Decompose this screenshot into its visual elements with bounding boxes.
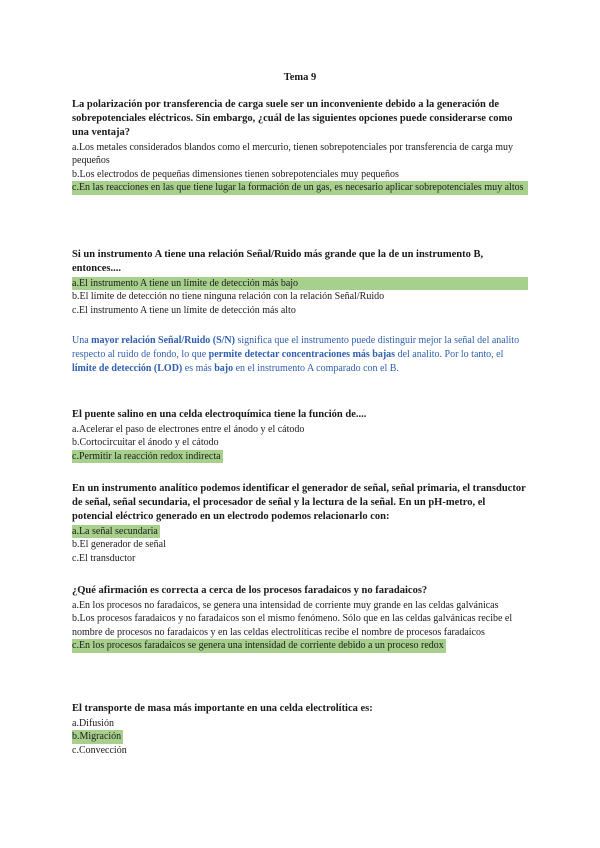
question-3 (72, 408, 528, 463)
option-b: b.Cortocircuitar el ánodo y el cátodo (72, 437, 219, 449)
option-c-correct: c.Permitir la reacción redox indirecta (72, 450, 221, 462)
explanation-bold: permite detectar concentraciones más bajas (208, 349, 396, 360)
question-text: En un instrumento analítico podemos identificar el generador de señal, señal primaria, el transductor de señal, señal secundaria, el procesador de señal y la lectura de la señal. En un pH-metro, el potencial eléctrico generado en un electrodo podemos relacionarlo con: (72, 483, 526, 522)
question-text: La polarización por transferencia de carga suele ser un inconveniente debido a la generación de sobrepotenciales eléctricos. Sin embargo, ¿cuál de las siguientes opciones puede considerarse como una ventaja? (72, 99, 513, 138)
page-title: Tema 9 (283, 72, 317, 83)
option-c: c.El transductor (72, 552, 136, 564)
option-c: c.El instrumento A tiene un límite de detección más alto (72, 304, 296, 316)
question-1 (72, 98, 528, 195)
explanation-paragraph (72, 334, 528, 376)
option-b: b.El generador de señal (72, 539, 166, 551)
question-6 (72, 702, 528, 757)
option-a: a.Acelerar el paso de electrones entre el ánodo y el cátodo (72, 424, 305, 435)
option-a: a.Difusión (72, 718, 114, 729)
explanation-bold: límite de detección (LOD) (72, 363, 183, 374)
option-a: a.En los procesos no faradaicos, se genera una intensidad de corriente muy grande en las celdas galvánicas (72, 600, 499, 611)
option-c-correct: c.En los procesos faradaicos se genera una intensidad de corriente debido a un proceso redox (72, 640, 444, 652)
explanation-text: del analito. Por lo tanto, el (395, 349, 504, 360)
explanation-bold: mayor relación Señal/Ruido (S/N) (91, 335, 235, 346)
option-a-correct: a.El instrumento A tiene un límite de detección más bajo (72, 277, 528, 290)
explanation-bold: bajo (214, 363, 234, 374)
option-b: b.Los electrodos de pequeñas dimensiones tienen sobrepotenciales muy pequeños (72, 168, 399, 180)
question-text: ¿Qué afirmación es correcta a cerca de los procesos faradaicos y no faradaicos? (72, 585, 428, 596)
question-4 (72, 482, 528, 565)
option-b: b.El límite de detección no tiene ninguna relación con la relación Señal/Ruido (72, 291, 385, 303)
explanation-text: en el instrumento A comparado con el B. (233, 363, 399, 374)
explanation-text: significa que el instrumento puede distinguir mejor la señal del analito respecto al ruido de fondo, lo que (72, 335, 520, 360)
question-text: El puente salino en una celda electroquímica tiene la función de.... (72, 409, 367, 420)
option-c: c.Convección (72, 744, 127, 756)
question-2 (72, 248, 528, 317)
question-text: Si un instrumento A tiene una relación Señal/Ruido más grande que la de un instrumento B, entonces.... (72, 249, 484, 274)
option-b-correct: b.Migración (72, 731, 122, 743)
option-b: b.Los procesos faradaicos y no faradaicos son el mismo fenómeno. Sólo que en las celdas galvánicas recibe el nombre de procesos no faradaicos y en las celdas electrolíticas recibe el nombre de procesos faradaicos (72, 613, 513, 638)
explanation-text: Una (72, 335, 92, 346)
explanation-text: es más (182, 363, 215, 374)
option-c-correct: c.En las reacciones en las que tiene lugar la formación de un gas, es necesario aplicar sobrepotenciales muy altos (72, 181, 528, 194)
question-text: El transporte de masa más importante en una celda electrolítica es: (72, 703, 373, 714)
option-a: a.Los metales considerados blandos como el mercurio, tienen sobrepotenciales por transferencia de carga muy pequeños (72, 142, 514, 167)
option-a-correct: a.La señal secundaria (72, 526, 158, 537)
question-5 (72, 584, 528, 653)
